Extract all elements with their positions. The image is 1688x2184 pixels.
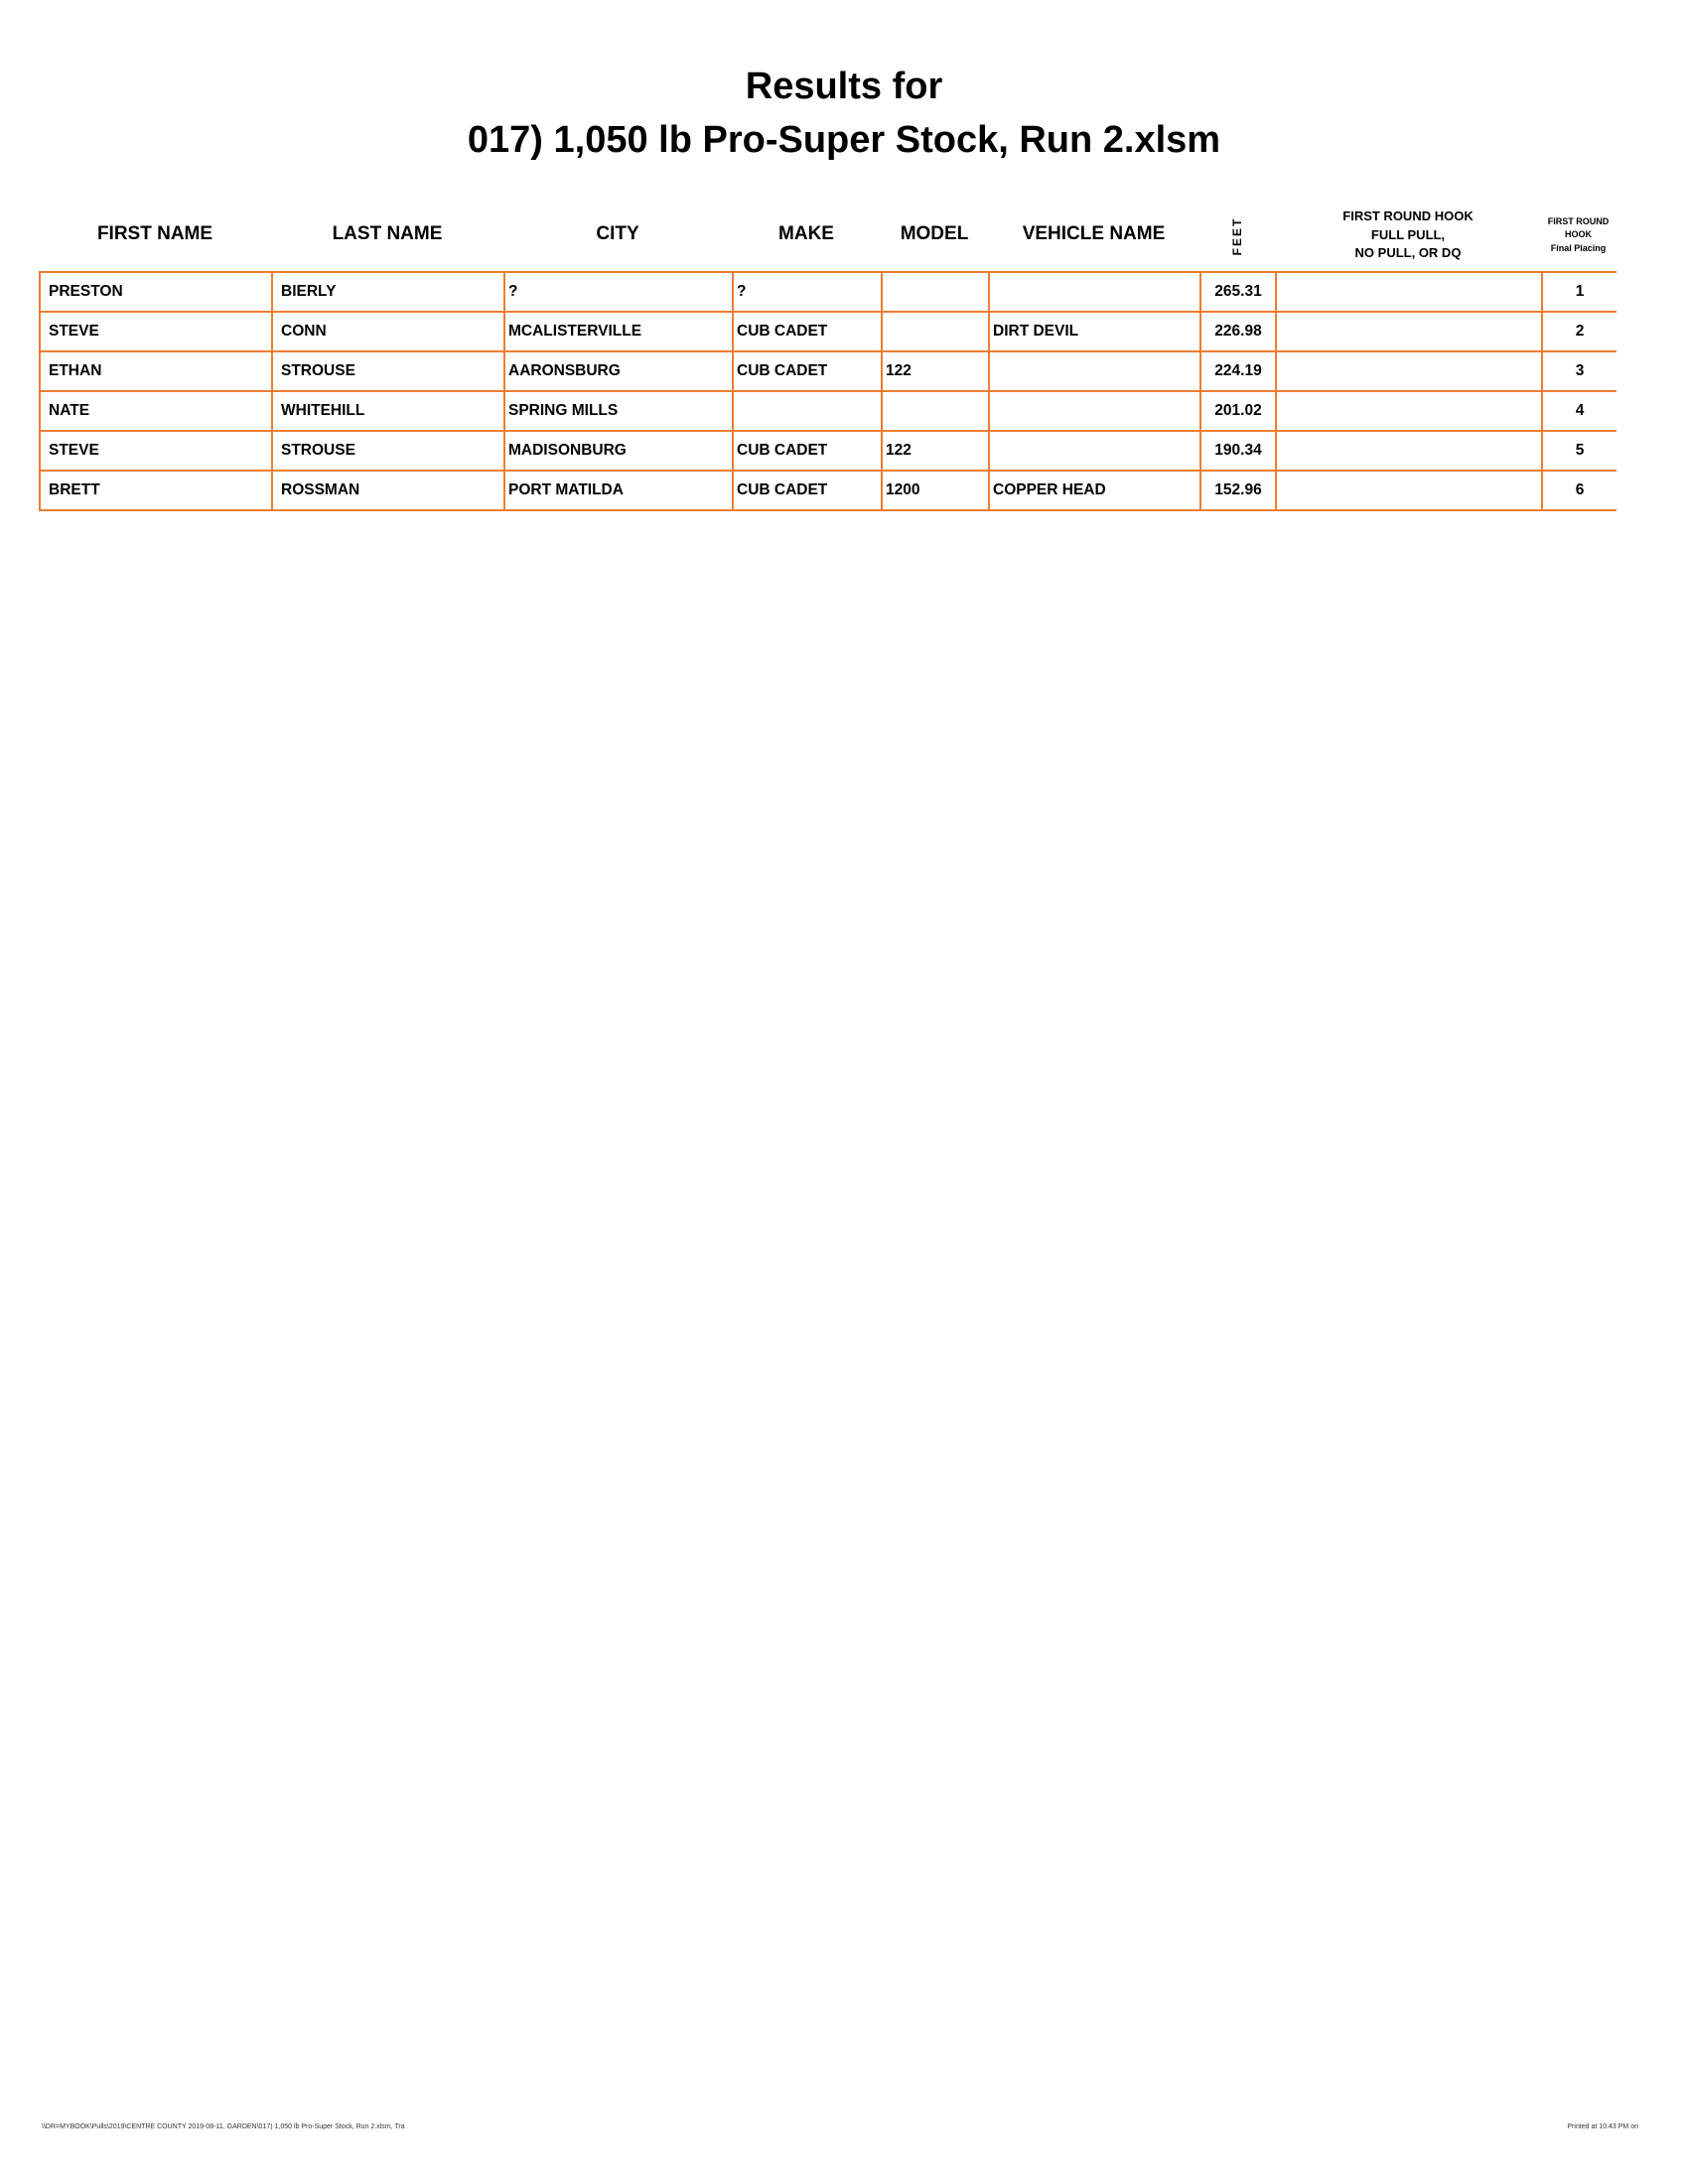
city-cell: MCALISTERVILLE — [504, 312, 733, 351]
first-name-cell: STEVE — [40, 431, 272, 471]
feet-cell: 201.02 — [1200, 391, 1276, 431]
first-name-cell: ETHAN — [40, 351, 272, 391]
results-title: Results for — [745, 66, 943, 107]
first-name-cell: NATE — [40, 391, 272, 431]
header-hook-line2: FULL PULL, — [1370, 226, 1446, 242]
header-hook-status — [1275, 203, 1541, 268]
vehicle-name-cell — [989, 272, 1200, 312]
table-row — [40, 272, 1617, 312]
hook-status-cell — [1276, 431, 1542, 471]
header-placing-line2: HOOK — [1565, 229, 1592, 240]
city-cell: PORT MATILDA — [504, 471, 733, 510]
make-cell: CUB CADET — [733, 351, 882, 391]
placing-cell: 5 — [1542, 431, 1617, 471]
header-placing-line1: FIRST ROUND — [1547, 216, 1610, 227]
hook-status-cell — [1276, 351, 1542, 391]
city-cell: AARONSBURG — [504, 351, 733, 391]
last-name-cell: WHITEHILL — [272, 391, 504, 431]
first-name-cell: STEVE — [40, 312, 272, 351]
feet-cell: 190.34 — [1200, 431, 1276, 471]
header-hook-line3: NO PULL, OR DQ — [1354, 245, 1462, 261]
make-cell: ? — [733, 272, 882, 312]
make-cell: CUB CADET — [733, 312, 882, 351]
first-name-cell: PRESTON — [40, 272, 272, 312]
placing-cell: 4 — [1542, 391, 1617, 431]
table-row — [40, 351, 1617, 391]
vehicle-name-cell — [989, 431, 1200, 471]
placing-cell: 2 — [1542, 312, 1617, 351]
class-file-title: 017) 1,050 lb Pro-Super Stock, Run 2.xlsm — [467, 119, 1221, 161]
hook-status-cell — [1276, 391, 1542, 431]
model-cell — [882, 272, 989, 312]
table-row — [40, 471, 1617, 510]
last-name-cell: CONN — [272, 312, 504, 351]
model-cell: 1200 — [882, 471, 989, 510]
header-feet-cell — [1199, 208, 1275, 264]
last-name-cell: STROUSE — [272, 351, 504, 391]
feet-cell: 226.98 — [1200, 312, 1276, 351]
model-cell — [882, 312, 989, 351]
hook-status-cell — [1276, 471, 1542, 510]
model-cell: 122 — [882, 431, 989, 471]
make-cell: CUB CADET — [733, 431, 882, 471]
vehicle-name-cell — [989, 391, 1200, 431]
header-feet: FEET — [1230, 216, 1244, 256]
vehicle-name-cell: COPPER HEAD — [989, 471, 1200, 510]
placing-cell: 6 — [1542, 471, 1617, 510]
city-cell: SPRING MILLS — [504, 391, 733, 431]
city-cell: MADISONBURG — [504, 431, 733, 471]
header-make: MAKE — [778, 223, 834, 244]
results-table — [39, 271, 1617, 511]
vehicle-name-cell: DIRT DEVIL — [989, 312, 1200, 351]
table-row — [40, 391, 1617, 431]
hook-status-cell — [1276, 272, 1542, 312]
header-city: CITY — [596, 223, 639, 244]
placing-cell: 1 — [1542, 272, 1617, 312]
model-cell: 122 — [882, 351, 989, 391]
feet-cell: 224.19 — [1200, 351, 1276, 391]
placing-cell: 3 — [1542, 351, 1617, 391]
vehicle-name-cell — [989, 351, 1200, 391]
header-vehicle-name: VEHICLE NAME — [1022, 223, 1166, 244]
header-last-name: LAST NAME — [332, 223, 443, 244]
make-cell — [733, 391, 882, 431]
last-name-cell: ROSSMAN — [272, 471, 504, 510]
hook-status-cell — [1276, 312, 1542, 351]
last-name-cell: STROUSE — [272, 431, 504, 471]
header-placing-line3: Final Placing — [1550, 242, 1607, 253]
footer-file-path: \\DR=MYBOOK\Pulls\2019\CENTRE COUNTY 2019-08-11, GARDEN\017) 1,050 lb Pro-Super Stock, Run 2.xlsm, Tra — [42, 2123, 405, 2130]
make-cell: CUB CADET — [733, 471, 882, 510]
city-cell: ? — [504, 272, 733, 312]
table-row — [40, 312, 1617, 351]
last-name-cell: BIERLY — [272, 272, 504, 312]
model-cell — [882, 391, 989, 431]
header-first-name: FIRST NAME — [96, 223, 213, 244]
first-name-cell: BRETT — [40, 471, 272, 510]
header-placing — [1541, 210, 1616, 260]
feet-cell: 152.96 — [1200, 471, 1276, 510]
table-row — [40, 431, 1617, 471]
feet-cell: 265.31 — [1200, 272, 1276, 312]
header-hook-line1: FIRST ROUND HOOK — [1342, 207, 1474, 223]
header-model: MODEL — [900, 223, 969, 244]
footer-printed-at: Printed at 10:43 PM on — [1567, 2123, 1638, 2130]
